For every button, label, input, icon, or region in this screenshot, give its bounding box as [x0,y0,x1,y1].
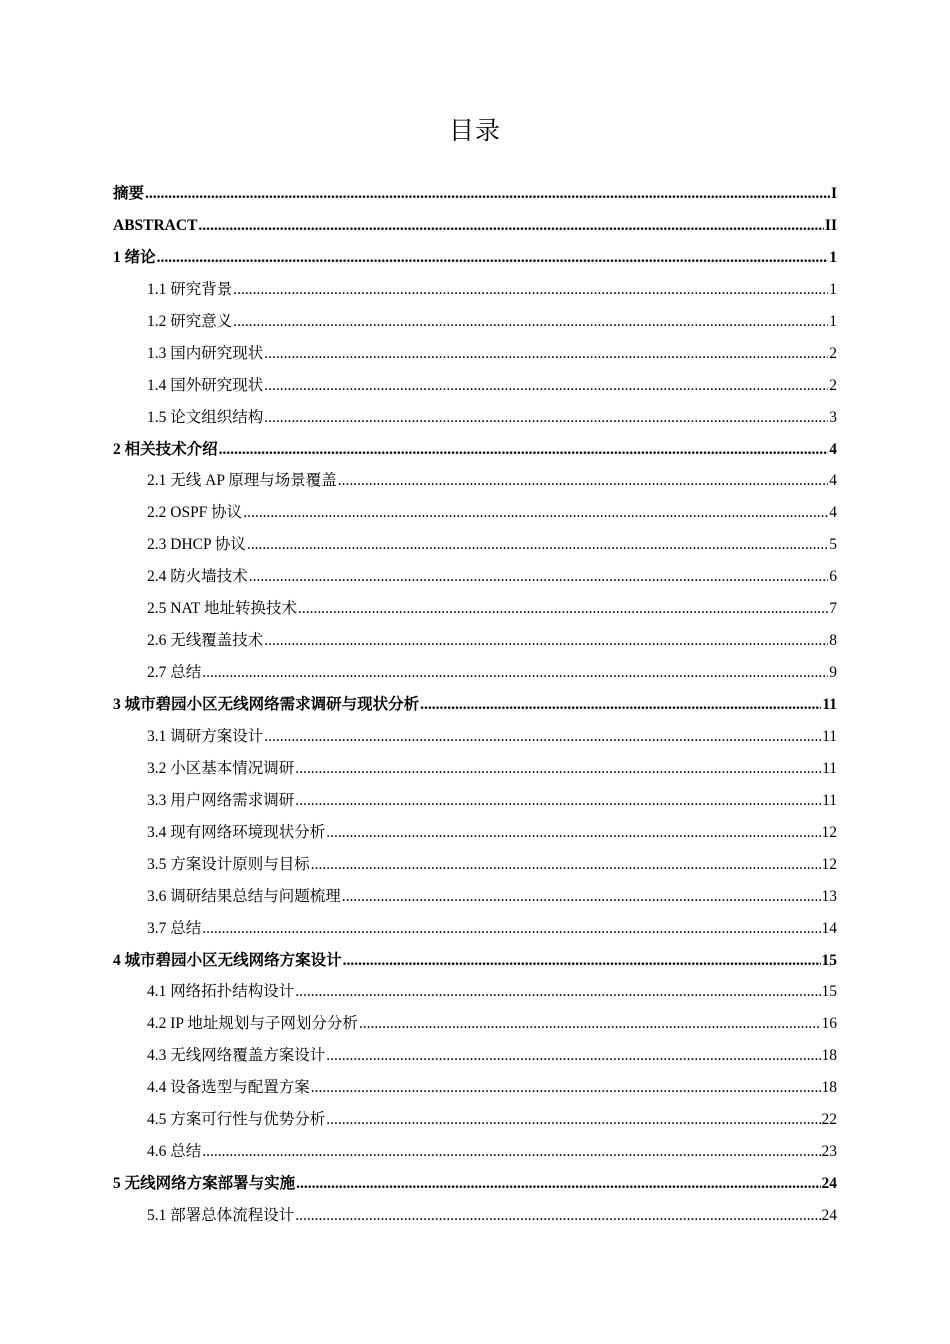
toc-entry-label: 3.6 调研结果总结与问题梳理 [147,887,341,905]
toc-entry[interactable] [113,817,837,849]
toc-entry[interactable] [113,689,837,721]
dot-leader [202,1136,820,1168]
toc-entry-page-number: 2 [829,376,837,394]
toc-entry[interactable] [113,945,837,977]
dot-leader [243,497,828,529]
toc-entry[interactable] [113,561,837,593]
toc-entry-label: 2.4 防火墙技术 [147,568,248,586]
toc-entry-page-number: 13 [821,887,837,905]
toc-entry-label: 摘要 [113,185,145,202]
toc-entry[interactable] [113,242,837,274]
toc-entry[interactable] [113,593,837,625]
toc-entry-page-number: 5 [829,536,837,554]
toc-entry[interactable] [113,465,837,497]
toc-entry-label: 1.1 研究背景 [147,280,233,298]
toc-entry-label: 2.6 无线覆盖技术 [147,632,264,650]
dot-leader [338,465,829,497]
toc-entry-page-number: 4 [829,504,837,522]
toc-entry-page-number: 15 [821,951,837,969]
toc-entry[interactable] [113,402,837,434]
toc-entry[interactable] [113,434,837,466]
dot-leader [264,625,828,657]
toc-entry[interactable] [113,370,837,402]
toc-entry-label: 3.3 用户网络需求调研 [147,791,295,809]
dot-leader [311,849,821,881]
toc-entry-page-number: 8 [829,632,837,650]
toc-entry-page-number: 1 [829,312,837,330]
dot-leader [342,881,821,913]
dot-leader [296,1168,820,1200]
dot-leader [295,976,820,1008]
toc-entry-page-number: 6 [829,568,837,586]
dot-leader [420,689,821,721]
dot-leader [311,1072,821,1104]
toc-entry-page-number: 18 [821,1079,837,1097]
dot-leader [233,274,828,306]
toc-entry-page-number: 11 [822,759,837,777]
toc-entry[interactable] [113,338,837,370]
toc-entry-label: ABSTRACT [113,216,198,234]
dot-leader [326,1040,820,1072]
toc-entry-page-number: 7 [829,600,837,618]
toc-entry[interactable] [113,1040,837,1072]
dot-leader [264,402,828,434]
toc-entry-page-number: 11 [822,727,837,745]
toc-entry-page-number: 4 [829,472,837,490]
toc-entry-page-number: 16 [821,1015,837,1033]
toc-entry-page-number: 24 [821,1175,837,1193]
toc-entry-page-number: 4 [829,440,837,458]
toc-entry-page-number: 15 [821,983,837,1001]
toc-entry-label: 4.5 方案可行性与优势分析 [147,1111,326,1129]
toc-entry-label: 2.7 总结 [147,664,202,682]
toc-entry[interactable] [113,1072,837,1104]
dot-leader [219,434,829,466]
toc-entry-label: 5 无线网络方案部署与实施 [113,1175,296,1193]
toc-entry-page-number: 14 [821,919,837,937]
dot-leader [343,945,821,977]
toc-entry-label: 1.2 研究意义 [147,312,233,330]
toc-entry[interactable] [113,1200,837,1232]
toc-entry-page-number: 22 [821,1111,837,1129]
toc-entry-page-number: 12 [821,855,837,873]
dot-leader [202,913,820,945]
toc-entry-label: 3.1 调研方案设计 [147,727,264,745]
toc-entry-label: 3.5 方案设计原则与目标 [147,855,310,873]
toc-entry-label: 2.5 NAT 地址转换技术 [147,600,297,618]
toc-entry-label: 4.4 设备选型与配置方案 [147,1079,310,1097]
toc-entry[interactable] [113,1168,837,1200]
toc-entry-page-number: 23 [821,1143,837,1161]
toc-entry-label: 1.5 论文组织结构 [147,408,264,426]
toc-entry[interactable] [113,753,837,785]
dot-leader [264,370,828,402]
toc-entry[interactable] [113,1136,837,1168]
toc-entry-label: 2.1 无线 AP 原理与场景覆盖 [147,472,337,490]
dot-leader [145,178,830,210]
dot-leader [198,210,824,242]
toc-entry-label: 3.2 小区基本情况调研 [147,759,295,777]
toc-entry-page-number: 12 [821,823,837,841]
toc-entry[interactable] [113,210,837,242]
toc-entry[interactable] [113,881,837,913]
dot-leader [326,1104,820,1136]
toc-entry[interactable] [113,721,837,753]
toc-entry-label: 4.6 总结 [147,1143,202,1161]
toc-entry-page-number: 11 [822,696,837,713]
dot-leader [247,529,828,561]
dot-leader [157,242,829,274]
toc-entry-label: 3.4 现有网络环境现状分析 [147,823,326,841]
toc-entry[interactable] [113,976,837,1008]
toc-entry-page-number: 11 [822,791,837,809]
toc-entry-label: 2.2 OSPF 协议 [147,504,243,522]
toc-entry-label: 4.2 IP 地址规划与子网划分分析 [147,1015,358,1033]
table-of-contents [113,178,837,1232]
toc-entry-page-number: 18 [821,1047,837,1065]
toc-entry-page-number: 1 [829,248,837,266]
dot-leader [264,338,828,370]
toc-entry-page-number: 2 [829,344,837,362]
toc-entry-label: 2 相关技术介绍 [113,440,218,458]
toc-entry[interactable] [113,1008,837,1040]
dot-leader [295,1200,820,1232]
toc-entry-label: 4.3 无线网络覆盖方案设计 [147,1047,326,1065]
toc-entry-label: 4 城市碧园小区无线网络方案设计 [113,951,342,969]
toc-entry-label: 1.4 国外研究现状 [147,376,264,394]
toc-entry-page-number: 3 [829,408,837,426]
toc-entry[interactable] [113,785,837,817]
toc-entry-page-number: 1 [829,280,837,298]
dot-leader [326,817,820,849]
toc-entry-label: 3 城市碧园小区无线网络需求调研与现状分析 [113,696,420,713]
toc-entry-page-number: 9 [829,664,837,682]
page-title: 目录 [448,116,501,145]
dot-leader [298,593,828,625]
toc-entry-label: 1.3 国内研究现状 [147,344,264,362]
dot-leader [295,753,821,785]
toc-entry[interactable] [113,306,837,338]
toc-entry[interactable] [113,1104,837,1136]
toc-entry-label: 4.1 网络拓扑结构设计 [147,983,295,1001]
dot-leader [264,721,821,753]
toc-entry-page-number: 24 [821,1207,837,1224]
toc-entry[interactable] [113,913,837,945]
toc-entry[interactable] [113,625,837,657]
toc-entry-label: 1 绪论 [113,248,156,266]
toc-entry-label: 3.7 总结 [147,919,202,937]
toc-entry-label: 2.3 DHCP 协议 [147,536,246,554]
toc-entry-page-number: I [830,185,837,202]
toc-entry[interactable] [113,274,837,306]
toc-entry-label: 5.1 部署总体流程设计 [147,1207,295,1224]
dot-leader [359,1008,821,1040]
dot-leader [233,306,828,338]
toc-entry[interactable] [113,849,837,881]
toc-entry[interactable] [113,497,837,529]
dot-leader [202,657,828,689]
toc-entry[interactable] [113,178,837,210]
toc-entry-page-number: II [824,216,837,234]
toc-entry[interactable] [113,529,837,561]
toc-entry[interactable] [113,657,837,689]
dot-leader [295,785,821,817]
dot-leader [249,561,828,593]
